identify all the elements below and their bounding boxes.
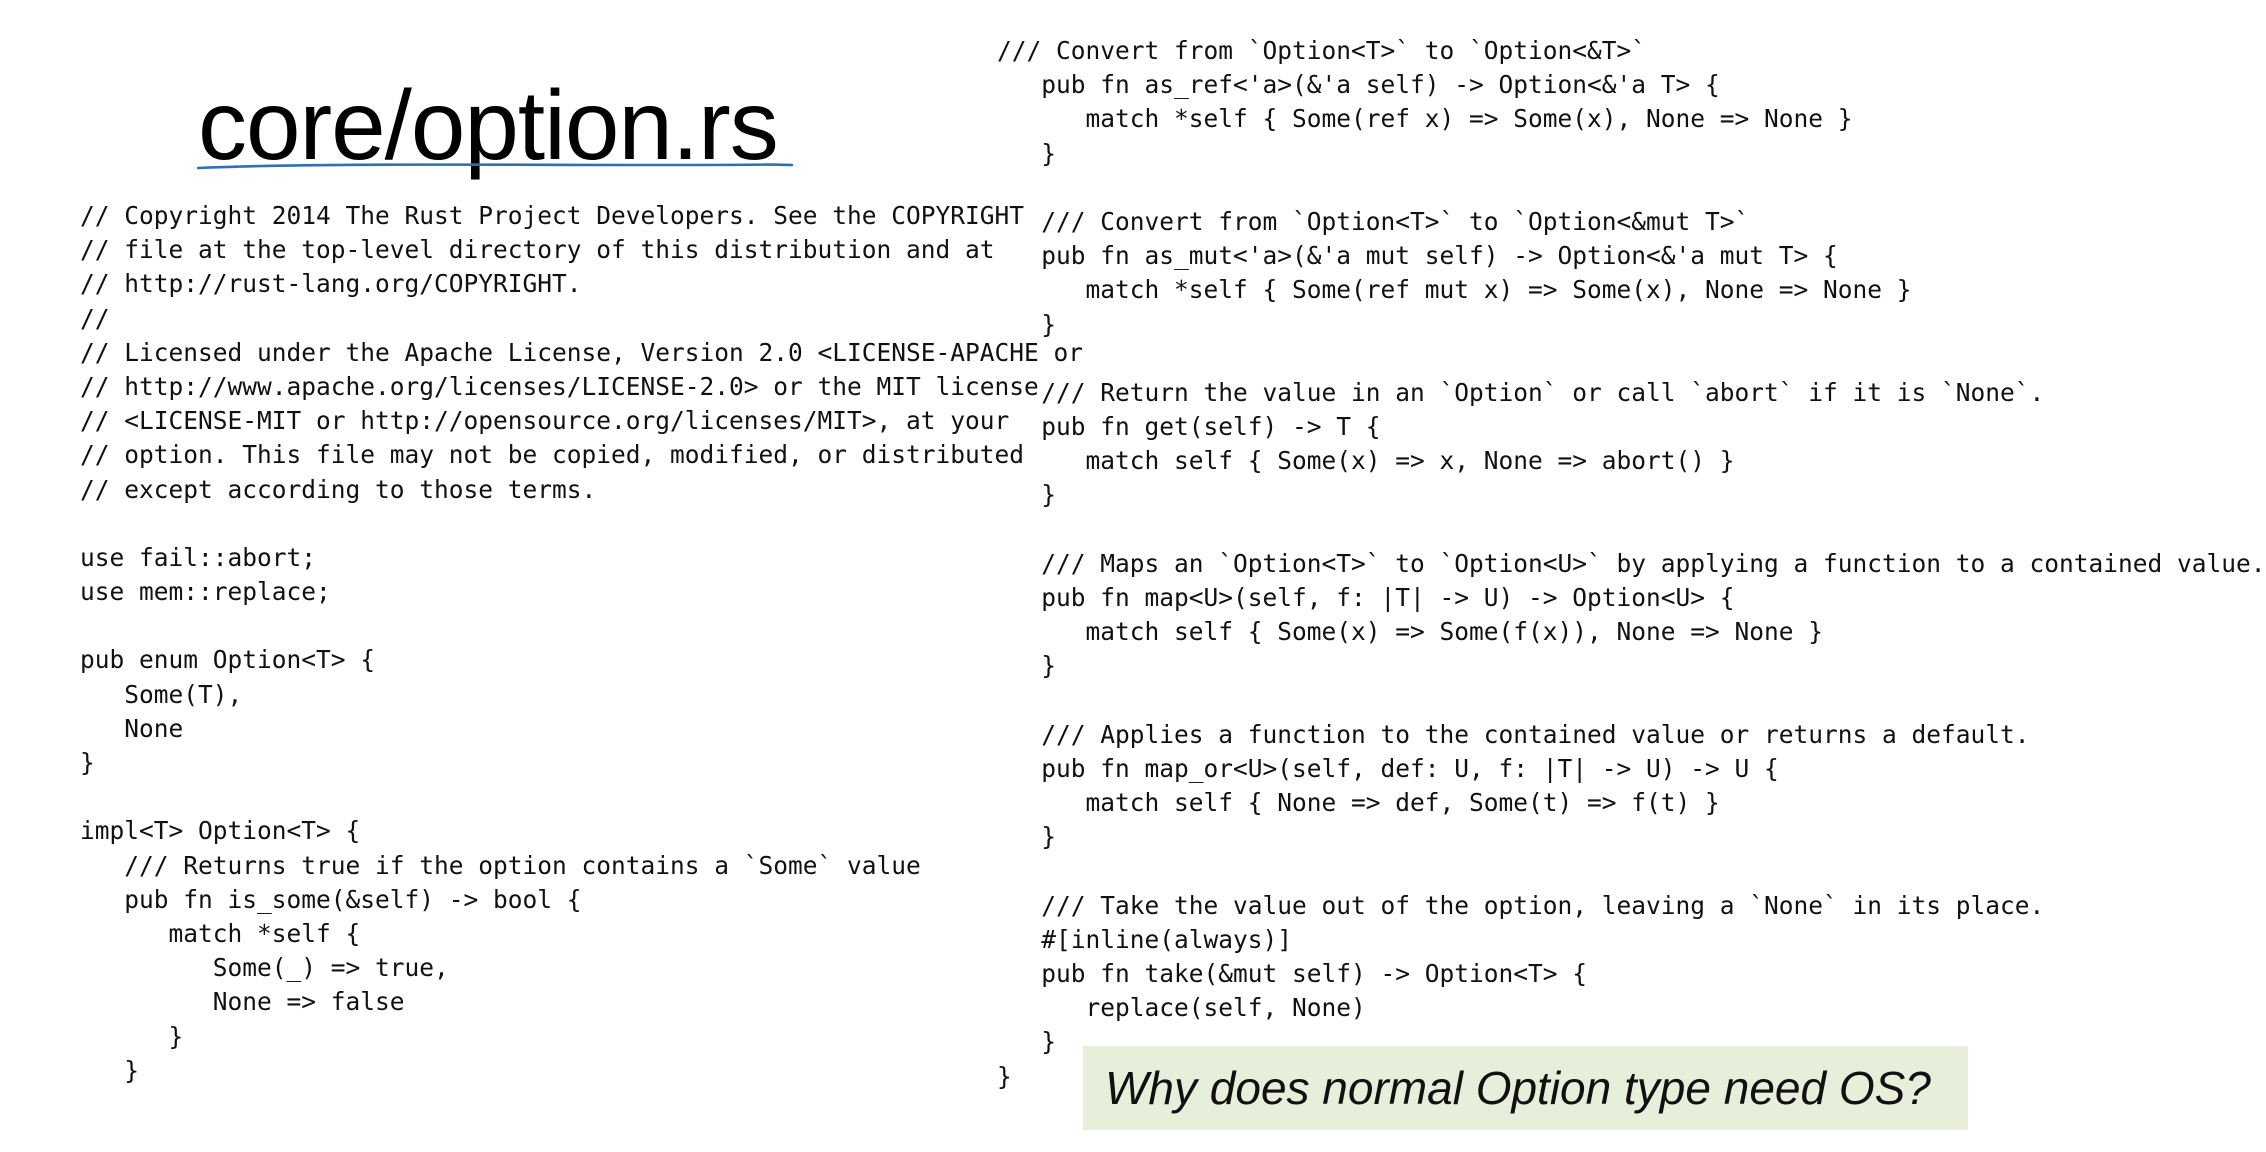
- code-line: /// Applies a function to the contained value or returns a default.: [997, 719, 2030, 749]
- code-line: /// Maps an `Option<T>` to `Option<U>` by applying a function to a contained value.: [997, 548, 2266, 578]
- code-line: match *self {: [80, 918, 361, 948]
- code-line: use fail::abort;: [80, 542, 317, 572]
- code-line: // option. This file may not be copied, modified, or distributed: [80, 440, 1025, 470]
- code-line: [997, 342, 2266, 376]
- code-line: }: [997, 138, 1057, 168]
- code-line: // Licensed under the Apache License, Version 2.0 <LICENSE-APACHE or: [80, 337, 1084, 367]
- code-line: }: [997, 309, 1057, 339]
- code-line: // Copyright 2014 The Rust Project Developers. See the COPYRIGHT: [80, 201, 1025, 230]
- code-line: match *self { Some(ref x) => Some(x), None => None }: [997, 104, 1853, 134]
- code-line: [997, 855, 2266, 889]
- code-line: /// Take the value out of the option, leaving a `None` in its place.: [997, 890, 2045, 920]
- code-line: pub fn as_mut<'a>(&'a mut self) -> Option<&'a mut T> {: [997, 241, 1838, 271]
- code-line: }: [80, 748, 95, 777]
- code-line: Some(_) => true,: [80, 953, 449, 983]
- code-line: //: [80, 303, 110, 333]
- code-line: /// Convert from `Option<T>` to `Option<&mut T>`: [997, 206, 1750, 236]
- code-line: // file at the top-level directory of this distribution and at: [80, 235, 995, 265]
- code-line: pub fn map<U>(self, f: |T| -> U) -> Option<U> {: [997, 583, 1735, 612]
- code-line: }: [997, 822, 1057, 852]
- code-line: [997, 684, 2266, 718]
- title-underline: [196, 156, 796, 176]
- code-line: use mem::replace;: [80, 577, 331, 607]
- code-line: }: [80, 1055, 140, 1085]
- code-line: pub fn map_or<U>(self, def: U, f: |T| -> U) -> U {: [997, 753, 1779, 783]
- code-line: pub fn is_some(&self) -> bool {: [80, 884, 582, 914]
- right-code-block: [997, 34, 2266, 1094]
- code-line: // http://rust-lang.org/COPYRIGHT.: [80, 269, 582, 299]
- code-line: match self { Some(x) => x, None => abort() }: [997, 446, 1735, 476]
- code-line: #[inline(always)]: [997, 924, 1293, 954]
- code-line: pub fn take(&mut self) -> Option<T> {: [997, 959, 1588, 989]
- code-line: [997, 171, 2266, 205]
- code-line: }: [997, 1027, 1057, 1057]
- code-line: Some(T),: [80, 679, 243, 709]
- callout-text: Why does normal Option type need OS?: [1105, 1062, 1931, 1114]
- code-line: match self { None => def, Some(t) => f(t) }: [997, 788, 1720, 818]
- code-line: /// Returns true if the option contains a `Some` value: [80, 850, 921, 880]
- code-line: pub fn get(self) -> T {: [997, 412, 1381, 442]
- code-line: [80, 780, 1083, 814]
- question-callout: [1083, 1046, 1968, 1130]
- left-code-block: [80, 199, 1083, 1088]
- code-line: replace(self, None): [997, 993, 1366, 1023]
- code-line: pub fn as_ref<'a>(&'a self) -> Option<&'a T> {: [997, 70, 1720, 100]
- code-line: impl<T> Option<T> {: [80, 816, 361, 846]
- code-line: // http://www.apache.org/licenses/LICENSE-2.0> or the MIT license: [80, 371, 1039, 401]
- code-line: }: [997, 651, 1057, 681]
- code-line: /// Return the value in an `Option` or call `abort` if it is `None`.: [997, 377, 2045, 407]
- code-line: [997, 513, 2266, 547]
- code-line: match self { Some(x) => Some(f(x)), None => None }: [997, 617, 1824, 647]
- code-line: match *self { Some(ref mut x) => Some(x), None => None }: [997, 275, 1912, 305]
- code-line: }: [997, 480, 1057, 510]
- code-line: }: [80, 1021, 184, 1051]
- code-line: [80, 507, 1083, 541]
- page-title: core/option.rs: [198, 70, 778, 180]
- code-line: }: [997, 1061, 1012, 1091]
- code-line: pub enum Option<T> {: [80, 645, 376, 675]
- code-line: /// Convert from `Option<T>` to `Option<&T>`: [997, 36, 1647, 65]
- code-line: // except according to those terms.: [80, 474, 597, 504]
- code-line: [80, 609, 1083, 643]
- code-line: None => false: [80, 987, 405, 1017]
- code-line: // <LICENSE-MIT or http://opensource.org/licenses/MIT>, at your: [80, 406, 1010, 436]
- code-line: None: [80, 713, 184, 743]
